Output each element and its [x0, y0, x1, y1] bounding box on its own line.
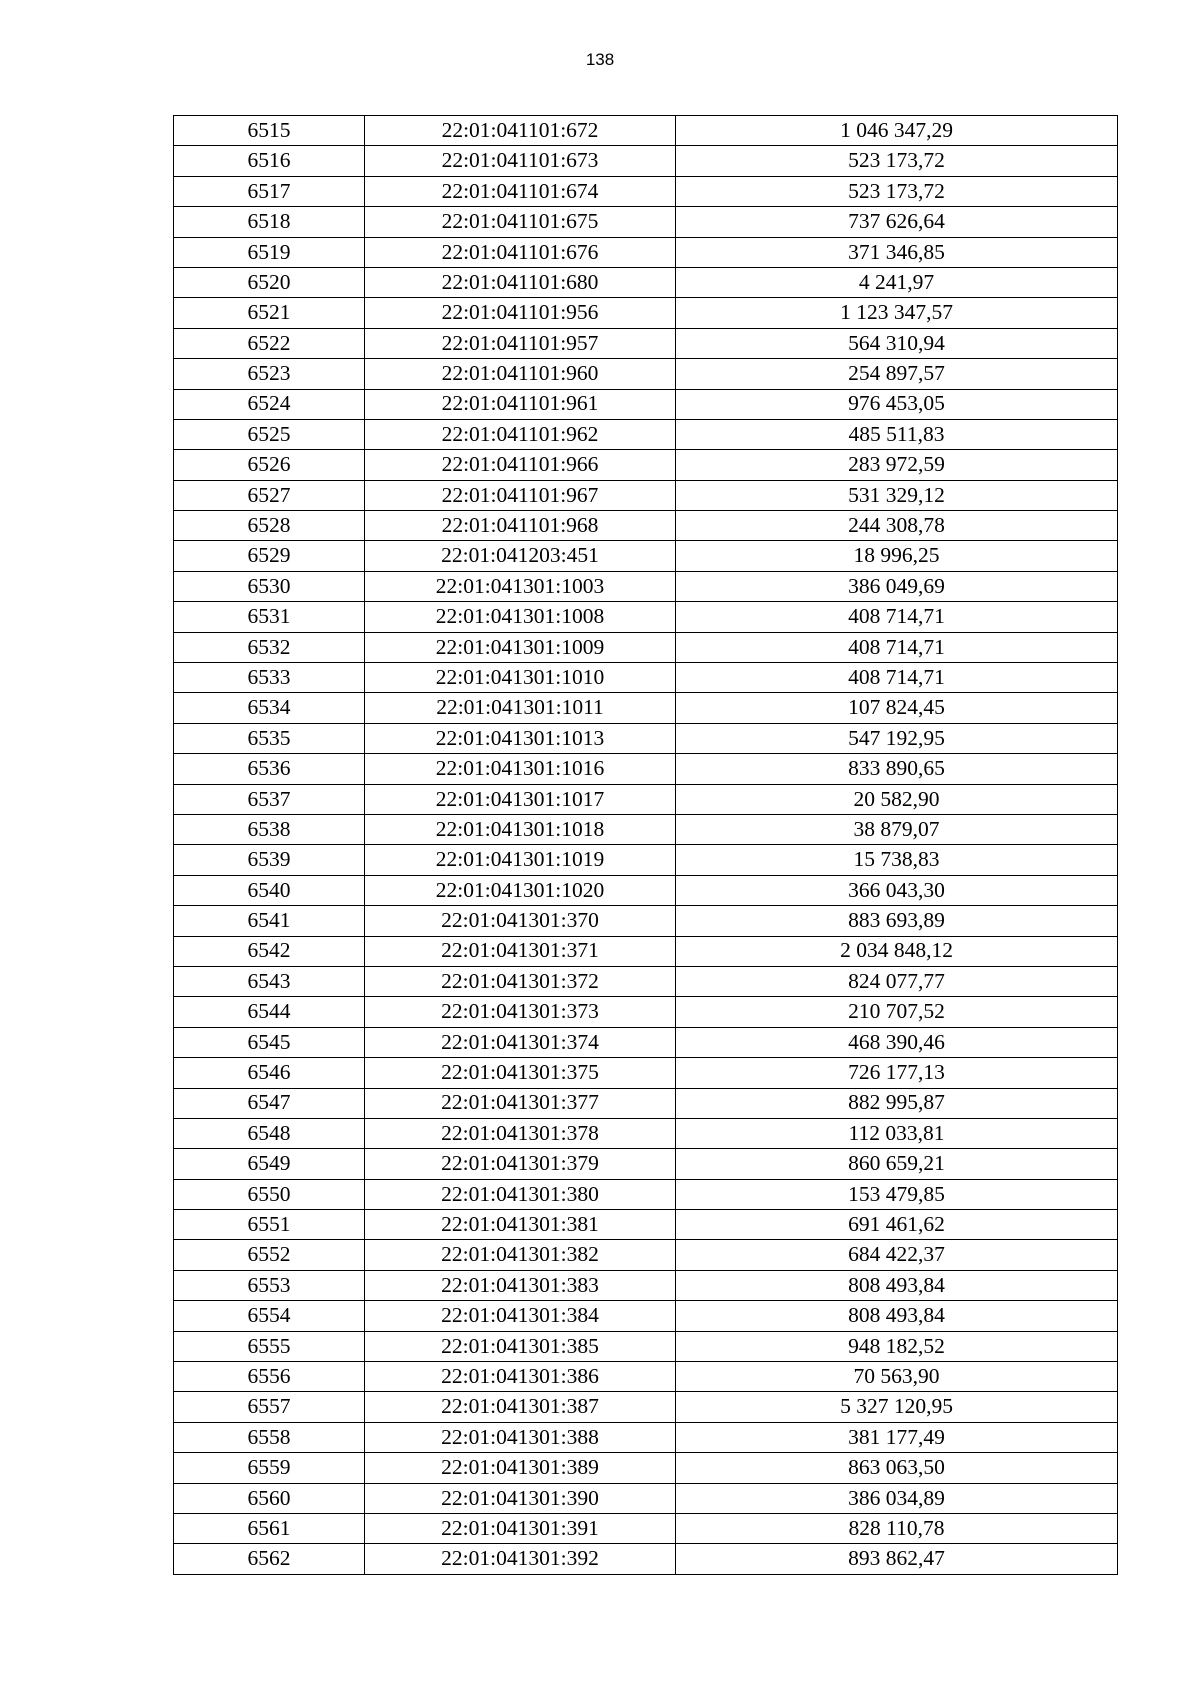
row-number-cell: 6558 — [174, 1422, 365, 1452]
cadastral-number-cell: 22:01:041301:1020 — [365, 875, 676, 905]
cadastral-number-cell: 22:01:041101:968 — [365, 511, 676, 541]
table-row — [174, 1118, 1118, 1148]
cadastral-number-cell: 22:01:041301:1009 — [365, 632, 676, 662]
table-row — [174, 1179, 1118, 1209]
cadastral-number-cell: 22:01:041101:674 — [365, 176, 676, 206]
table-row — [174, 1027, 1118, 1057]
value-cell: 523 173,72 — [676, 146, 1118, 176]
table-row — [174, 1331, 1118, 1361]
cadastral-number-cell: 22:01:041101:680 — [365, 267, 676, 297]
row-number-cell: 6517 — [174, 176, 365, 206]
cadastral-number-cell: 22:01:041301:375 — [365, 1058, 676, 1088]
cadastral-number-cell: 22:01:041301:386 — [365, 1362, 676, 1392]
table-row — [174, 480, 1118, 510]
row-number-cell: 6515 — [174, 116, 365, 146]
row-number-cell: 6520 — [174, 267, 365, 297]
table-row — [174, 723, 1118, 753]
value-cell: 2 034 848,12 — [676, 936, 1118, 966]
cadastral-number-cell: 22:01:041301:371 — [365, 936, 676, 966]
table-row — [174, 116, 1118, 146]
table-row — [174, 602, 1118, 632]
row-number-cell: 6530 — [174, 571, 365, 601]
cadastral-number-cell: 22:01:041101:967 — [365, 480, 676, 510]
row-number-cell: 6531 — [174, 602, 365, 632]
row-number-cell: 6533 — [174, 663, 365, 693]
value-cell: 254 897,57 — [676, 359, 1118, 389]
table-row — [174, 1088, 1118, 1118]
row-number-cell: 6559 — [174, 1453, 365, 1483]
row-number-cell: 6535 — [174, 723, 365, 753]
cadastral-number-cell: 22:01:041101:672 — [365, 116, 676, 146]
value-cell: 283 972,59 — [676, 450, 1118, 480]
cadastral-number-cell: 22:01:041301:384 — [365, 1301, 676, 1331]
table-row — [174, 328, 1118, 358]
cadastral-number-cell: 22:01:041301:372 — [365, 966, 676, 996]
row-number-cell: 6562 — [174, 1544, 365, 1574]
table-row — [174, 1544, 1118, 1574]
value-cell: 153 479,85 — [676, 1179, 1118, 1209]
value-cell: 381 177,49 — [676, 1422, 1118, 1452]
table-row — [174, 359, 1118, 389]
row-number-cell: 6541 — [174, 906, 365, 936]
cadastral-number-cell: 22:01:041301:1010 — [365, 663, 676, 693]
cadastral-number-cell: 22:01:041301:370 — [365, 906, 676, 936]
row-number-cell: 6529 — [174, 541, 365, 571]
row-number-cell: 6516 — [174, 146, 365, 176]
table-row — [174, 511, 1118, 541]
value-cell: 564 310,94 — [676, 328, 1118, 358]
cadastral-number-cell: 22:01:041301:1019 — [365, 845, 676, 875]
value-cell: 5 327 120,95 — [676, 1392, 1118, 1422]
cadastral-number-cell: 22:01:041301:391 — [365, 1513, 676, 1543]
value-cell: 808 493,84 — [676, 1301, 1118, 1331]
value-cell: 726 177,13 — [676, 1058, 1118, 1088]
row-number-cell: 6560 — [174, 1483, 365, 1513]
row-number-cell: 6526 — [174, 450, 365, 480]
value-cell: 210 707,52 — [676, 997, 1118, 1027]
cadastral-number-cell: 22:01:041301:385 — [365, 1331, 676, 1361]
value-cell: 366 043,30 — [676, 875, 1118, 905]
row-number-cell: 6522 — [174, 328, 365, 358]
row-number-cell: 6545 — [174, 1027, 365, 1057]
table-row — [174, 966, 1118, 996]
row-number-cell: 6539 — [174, 845, 365, 875]
table-row — [174, 1362, 1118, 1392]
value-cell: 408 714,71 — [676, 632, 1118, 662]
table-row — [174, 146, 1118, 176]
cadastral-number-cell: 22:01:041301:392 — [365, 1544, 676, 1574]
cadastral-number-cell: 22:01:041301:380 — [365, 1179, 676, 1209]
cadastral-number-cell: 22:01:041301:382 — [365, 1240, 676, 1270]
table-row — [174, 1483, 1118, 1513]
cadastral-number-cell: 22:01:041301:383 — [365, 1270, 676, 1300]
cadastral-number-cell: 22:01:041101:962 — [365, 419, 676, 449]
table-row — [174, 936, 1118, 966]
value-cell: 112 033,81 — [676, 1118, 1118, 1148]
row-number-cell: 6518 — [174, 207, 365, 237]
row-number-cell: 6543 — [174, 966, 365, 996]
table-row — [174, 237, 1118, 267]
cadastral-number-cell: 22:01:041101:956 — [365, 298, 676, 328]
table-row — [174, 571, 1118, 601]
page-number: 138 — [585, 50, 615, 69]
value-cell: 547 192,95 — [676, 723, 1118, 753]
table-row — [174, 1058, 1118, 1088]
value-cell: 893 862,47 — [676, 1544, 1118, 1574]
row-number-cell: 6532 — [174, 632, 365, 662]
cadastral-number-cell: 22:01:041301:1011 — [365, 693, 676, 723]
table-row — [174, 663, 1118, 693]
table-row — [174, 693, 1118, 723]
cadastral-number-cell: 22:01:041301:1003 — [365, 571, 676, 601]
cadastral-number-cell: 22:01:041301:377 — [365, 1088, 676, 1118]
value-cell: 386 049,69 — [676, 571, 1118, 601]
value-cell: 4 241,97 — [676, 267, 1118, 297]
row-number-cell: 6561 — [174, 1513, 365, 1543]
table-body — [174, 116, 1118, 1575]
value-cell: 863 063,50 — [676, 1453, 1118, 1483]
value-cell: 1 123 347,57 — [676, 298, 1118, 328]
cadastral-number-cell: 22:01:041101:673 — [365, 146, 676, 176]
table-row — [174, 1422, 1118, 1452]
value-cell: 485 511,83 — [676, 419, 1118, 449]
value-cell: 408 714,71 — [676, 663, 1118, 693]
value-cell: 1 046 347,29 — [676, 116, 1118, 146]
row-number-cell: 6546 — [174, 1058, 365, 1088]
value-cell: 883 693,89 — [676, 906, 1118, 936]
row-number-cell: 6524 — [174, 389, 365, 419]
table-row — [174, 1149, 1118, 1179]
value-cell: 38 879,07 — [676, 814, 1118, 844]
value-cell: 18 996,25 — [676, 541, 1118, 571]
cadastral-number-cell: 22:01:041301:379 — [365, 1149, 676, 1179]
value-cell: 976 453,05 — [676, 389, 1118, 419]
value-cell: 15 738,83 — [676, 845, 1118, 875]
table-row — [174, 632, 1118, 662]
cadastral-value-table — [173, 115, 1118, 1575]
row-number-cell: 6536 — [174, 754, 365, 784]
value-cell: 860 659,21 — [676, 1149, 1118, 1179]
row-number-cell: 6552 — [174, 1240, 365, 1270]
cadastral-number-cell: 22:01:041101:961 — [365, 389, 676, 419]
table-row — [174, 419, 1118, 449]
cadastral-number-cell: 22:01:041301:374 — [365, 1027, 676, 1057]
row-number-cell: 6537 — [174, 784, 365, 814]
value-cell: 523 173,72 — [676, 176, 1118, 206]
value-cell: 20 582,90 — [676, 784, 1118, 814]
value-cell: 70 563,90 — [676, 1362, 1118, 1392]
table-row — [174, 207, 1118, 237]
cadastral-number-cell: 22:01:041101:960 — [365, 359, 676, 389]
value-cell: 408 714,71 — [676, 602, 1118, 632]
row-number-cell: 6525 — [174, 419, 365, 449]
cadastral-number-cell: 22:01:041301:389 — [365, 1453, 676, 1483]
row-number-cell: 6549 — [174, 1149, 365, 1179]
row-number-cell: 6550 — [174, 1179, 365, 1209]
value-cell: 386 034,89 — [676, 1483, 1118, 1513]
table-row — [174, 1453, 1118, 1483]
cadastral-number-cell: 22:01:041301:381 — [365, 1210, 676, 1240]
cadastral-number-cell: 22:01:041301:378 — [365, 1118, 676, 1148]
table-row — [174, 450, 1118, 480]
row-number-cell: 6540 — [174, 875, 365, 905]
value-cell: 828 110,78 — [676, 1513, 1118, 1543]
row-number-cell: 6557 — [174, 1392, 365, 1422]
table-row — [174, 267, 1118, 297]
row-number-cell: 6555 — [174, 1331, 365, 1361]
table-row — [174, 1392, 1118, 1422]
cadastral-number-cell: 22:01:041203:451 — [365, 541, 676, 571]
value-cell: 107 824,45 — [676, 693, 1118, 723]
value-cell: 371 346,85 — [676, 237, 1118, 267]
row-number-cell: 6519 — [174, 237, 365, 267]
cadastral-number-cell: 22:01:041301:1018 — [365, 814, 676, 844]
value-cell: 824 077,77 — [676, 966, 1118, 996]
row-number-cell: 6528 — [174, 511, 365, 541]
table-row — [174, 814, 1118, 844]
table-row — [174, 1270, 1118, 1300]
cadastral-number-cell: 22:01:041301:388 — [365, 1422, 676, 1452]
table-row — [174, 1513, 1118, 1543]
value-cell: 684 422,37 — [676, 1240, 1118, 1270]
value-cell: 882 995,87 — [676, 1088, 1118, 1118]
table-row — [174, 906, 1118, 936]
cadastral-number-cell: 22:01:041301:1017 — [365, 784, 676, 814]
value-cell: 808 493,84 — [676, 1270, 1118, 1300]
table-row — [174, 541, 1118, 571]
table-row — [174, 875, 1118, 905]
value-cell: 691 461,62 — [676, 1210, 1118, 1240]
row-number-cell: 6556 — [174, 1362, 365, 1392]
value-cell: 948 182,52 — [676, 1331, 1118, 1361]
row-number-cell: 6538 — [174, 814, 365, 844]
row-number-cell: 6554 — [174, 1301, 365, 1331]
cadastral-number-cell: 22:01:041301:390 — [365, 1483, 676, 1513]
table-row — [174, 784, 1118, 814]
row-number-cell: 6547 — [174, 1088, 365, 1118]
table-row — [174, 176, 1118, 206]
table-row — [174, 997, 1118, 1027]
cadastral-number-cell: 22:01:041301:1008 — [365, 602, 676, 632]
table-row — [174, 1240, 1118, 1270]
value-cell: 531 329,12 — [676, 480, 1118, 510]
table-row — [174, 845, 1118, 875]
cadastral-number-cell: 22:01:041301:387 — [365, 1392, 676, 1422]
value-cell: 468 390,46 — [676, 1027, 1118, 1057]
row-number-cell: 6527 — [174, 480, 365, 510]
table-row — [174, 1301, 1118, 1331]
value-cell: 833 890,65 — [676, 754, 1118, 784]
row-number-cell: 6542 — [174, 936, 365, 966]
row-number-cell: 6544 — [174, 997, 365, 1027]
table-row — [174, 1210, 1118, 1240]
value-cell: 737 626,64 — [676, 207, 1118, 237]
cadastral-number-cell: 22:01:041101:966 — [365, 450, 676, 480]
table-row — [174, 754, 1118, 784]
cadastral-number-cell: 22:01:041301:373 — [365, 997, 676, 1027]
cadastral-number-cell: 22:01:041101:676 — [365, 237, 676, 267]
row-number-cell: 6548 — [174, 1118, 365, 1148]
row-number-cell: 6553 — [174, 1270, 365, 1300]
row-number-cell: 6534 — [174, 693, 365, 723]
table-row — [174, 389, 1118, 419]
cadastral-number-cell: 22:01:041101:675 — [365, 207, 676, 237]
cadastral-number-cell: 22:01:041301:1016 — [365, 754, 676, 784]
row-number-cell: 6523 — [174, 359, 365, 389]
row-number-cell: 6551 — [174, 1210, 365, 1240]
value-cell: 244 308,78 — [676, 511, 1118, 541]
table-row — [174, 298, 1118, 328]
cadastral-number-cell: 22:01:041101:957 — [365, 328, 676, 358]
cadastral-number-cell: 22:01:041301:1013 — [365, 723, 676, 753]
row-number-cell: 6521 — [174, 298, 365, 328]
